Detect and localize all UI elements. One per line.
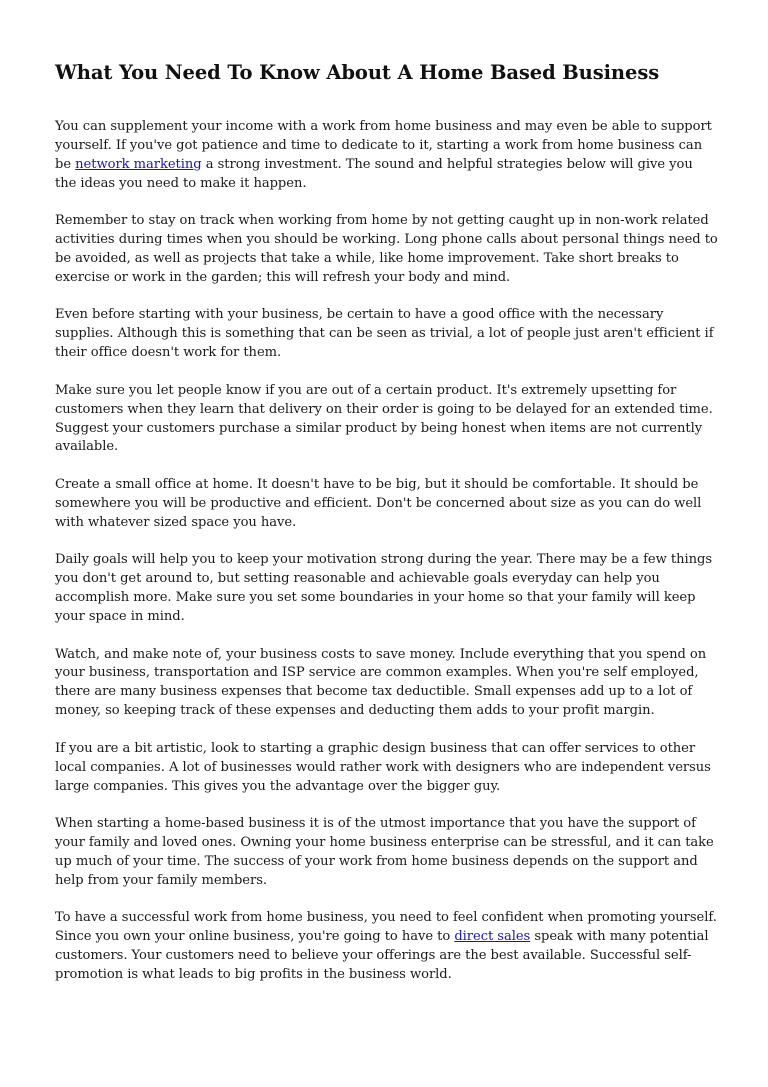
paragraph-8: If you are a bit artistic, look to starting a graphic design business that can offer services to other local companies. A lot of businesses would rather work with designers who are independent versus large companies. This gives you the advantage over the bigger guy. xyxy=(55,740,711,794)
paragraph-4: Make sure you let people know if you are out of a certain product. It's extremely upsetting for customers when they learn that delivery on their order is going to be delayed for an extended time. Suggest your customers purchase a similar product by being honest when items are not currently available. xyxy=(55,382,713,455)
paragraph-1 xyxy=(55,118,718,194)
document-title: What You Need To Know About A Home Based Business xyxy=(55,61,660,84)
paragraph-10 xyxy=(55,909,718,985)
paragraph-7: Watch, and make note of, your business costs to save money. Include everything that you spend on your business, transportation and ISP service are common examples. When you're self employed, there are many business expenses that become tax deductible. Small expenses add up to a lot of money, so keeping track of these expenses and deducting them adds to your profit margin. xyxy=(55,646,707,719)
paragraph-1-text-after: a strong investment. The sound and helpful strategies below will give you the ideas you need to make it happen. xyxy=(55,156,693,191)
paragraph-1-text-before: You can supplement your income with a work from home business and may even be able to support yourself. If you've got patience and time to dedicate to it, starting a work from home business can be xyxy=(55,119,712,172)
paragraph-2: Remember to stay on track when working from home by not getting caught up in non-work related activities during times when you should be working. Long phone calls about personal things need to be avoided, as well as projects that take a while, like home improvement. Take short breaks to exercise or work in the garden; this will refresh your body and mind. xyxy=(55,213,718,285)
paragraph-10-text-before: To have a successful work from home business, you need to feel confident when promoting yourself. Since you own your online business, you're going to have to xyxy=(55,910,717,945)
paragraph-9: When starting a home-based business it is of the utmost importance that you have the support of your family and loved ones. Owning your home business enterprise can be stressful, and it can take up much of your time. The success of your work from home business depends on the support and help from your family members. xyxy=(55,816,714,888)
direct-sales-link[interactable]: direct sales xyxy=(454,929,531,945)
paragraph-6: Daily goals will help you to keep your motivation strong during the year. There may be a few things you don't get around to, but setting reasonable and achievable goals everyday can help you accomplish more. Make sure you set some boundaries in your home so that your family will keep your space in mind. xyxy=(55,552,713,624)
paragraph-10-text-after: speak with many potential customers. Your customers need to believe your offerings are the best available. Successful self-promotion is what leads to big profits in the business world. xyxy=(55,929,709,982)
paragraph-5: Create a small office at home. It doesn't have to be big, but it should be comfortable. It should be somewhere you will be productive and efficient. Don't be concerned about size as you can do well with whatever sized space you have. xyxy=(55,476,702,530)
paragraph-3: Even before starting with your business, be certain to have a good office with the necessary supplies. Although this is something that can be seen as trivial, a lot of people just aren't efficient if their office doesn't work for them. xyxy=(55,307,714,361)
network-marketing-link[interactable]: network marketing xyxy=(75,156,202,172)
